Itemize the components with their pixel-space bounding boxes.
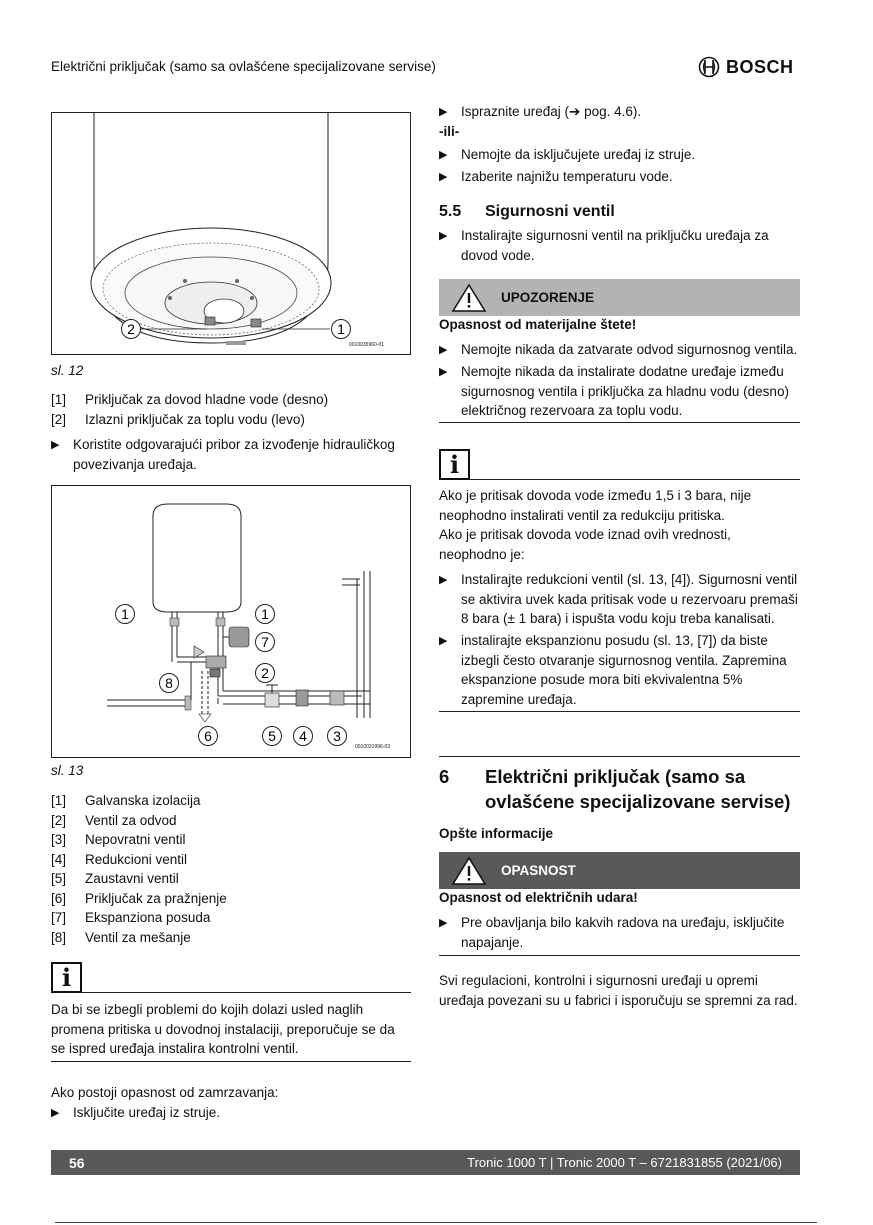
brand-logo bbox=[698, 56, 794, 78]
legend-item: [3] Nepovratni ventil bbox=[51, 832, 186, 847]
legend-item: [5] Zaustavni ventil bbox=[51, 871, 179, 886]
document-id: Tronic 1000 T | Tronic 2000 T – 6721831855 (2021/06) bbox=[467, 1155, 782, 1170]
info-box-header bbox=[439, 449, 800, 480]
legend-item: [8] Ventil za mešanje bbox=[51, 929, 191, 945]
divider bbox=[439, 955, 800, 956]
svg-text:1: 1 bbox=[121, 606, 129, 622]
bottom-rule bbox=[55, 1222, 817, 1223]
info-text: Da bi se izbegli problemi do kojih dolazi usled naglih promena pritiska u dovodnoj instalaciji, preporučuje se da se ispred uređaja instalira kontrolni ventil. bbox=[51, 1002, 395, 1056]
divider bbox=[439, 711, 800, 712]
warning-label: UPOZORENJE bbox=[501, 290, 595, 305]
figure-13 bbox=[51, 485, 411, 758]
frost-intro: Ako postoji opasnost od zamrzavanja: bbox=[51, 1085, 279, 1100]
bullet-item: ▶ Instalirajte redukcioni ventil (sl. 13, [4]). Sigurnosni ventil se aktivira uvek kada pritisak vode u rezervoaru premaši 8 bara (± 1 bara) i ispušta vodu koju treba kanalisati. bbox=[439, 570, 800, 629]
brand-name: BOSCH bbox=[726, 56, 794, 77]
warning-banner bbox=[439, 279, 800, 316]
water-heater-bottom-illustration bbox=[52, 113, 410, 354]
bullet-triangle-icon: ▶ bbox=[51, 1107, 60, 1119]
bullet-triangle-icon: ▶ bbox=[439, 230, 448, 242]
legend-item: [2] Izlazni priključak za toplu vodu (levo) bbox=[51, 411, 305, 427]
danger-headline: Opasnost od električnih udara! bbox=[439, 890, 638, 905]
or-separator: -ili- bbox=[439, 124, 460, 139]
figure-12-caption: sl. 12 bbox=[51, 363, 84, 378]
bullet-item: ▶ Instalirajte sigurnosni ventil na priključku uređaja za dovod vode. bbox=[439, 226, 800, 265]
legend-item: [1] Galvanska izolacija bbox=[51, 793, 201, 808]
bullet-item: ▶ Nemojte nikada da instalirate dodatne uređaje između sigurnosnog ventila i priključka za hladnu vodu (desno) električnog rezervoara za toplu vodu. bbox=[439, 362, 800, 421]
callout-3 bbox=[326, 725, 348, 752]
section-heading-6: 6 Električni priključak (samo sa ovlašćene specijalizovane servise) bbox=[439, 766, 791, 812]
running-header-title: Električni priključak (samo sa ovlašćene specijalizovane servise) bbox=[51, 59, 436, 74]
page-number: 56 bbox=[69, 1154, 85, 1171]
legend-item: [7] Ekspanziona posuda bbox=[51, 910, 211, 925]
callout-8 bbox=[158, 672, 180, 699]
bullet-item: ▶ Nemojte nikada da zatvarate odvod sigurnosnog ventila. bbox=[439, 340, 800, 361]
bullet-triangle-icon: ▶ bbox=[439, 149, 448, 161]
info-icon: i bbox=[51, 962, 82, 993]
figure-13-legend bbox=[51, 791, 411, 947]
callout-1 bbox=[114, 603, 136, 630]
bullet-item: ▶ Koristite odgovarajući pribor za izvođenje hidrauličkog povezivanja uređaja. bbox=[51, 435, 411, 474]
svg-text:2: 2 bbox=[127, 321, 135, 337]
bullet-item: ▶ Pre obavljanja bilo kakvih radova na uređaju, isključite napajanje. bbox=[439, 913, 800, 952]
hydraulic-connection-diagram bbox=[52, 486, 410, 757]
figure-code: 0010031996-03 bbox=[355, 744, 391, 750]
figure-12 bbox=[51, 112, 411, 355]
legend-item: [1] Priključak za dovod hladne vode (desno) bbox=[51, 392, 329, 407]
warning-headline: Opasnost od materijalne štete! bbox=[439, 317, 637, 332]
bullet-item: ▶ instalirajte ekspanzionu posudu (sl. 13, [7]) da biste izbegli često otvaranje sigurnosnog ventila. Zapremina ekspanzione posude mora biti ekvivalentna 5% zapremine uređaja. bbox=[439, 631, 800, 709]
bullet-triangle-icon: ▶ bbox=[439, 574, 448, 586]
bullet-triangle-icon: ▶ bbox=[439, 344, 448, 356]
svg-text:1: 1 bbox=[261, 606, 269, 622]
svg-text:8: 8 bbox=[165, 675, 173, 691]
info-icon: i bbox=[439, 449, 470, 480]
bullet-item: ▶ Ispraznite uređaj (➔ pog. 4.6). bbox=[439, 102, 800, 123]
bullet-triangle-icon: ▶ bbox=[439, 366, 448, 378]
svg-text:5: 5 bbox=[268, 728, 276, 744]
callout-1 bbox=[330, 318, 352, 345]
subheading: Opšte informacije bbox=[439, 826, 554, 841]
bullet-triangle-icon: ▶ bbox=[51, 439, 60, 451]
callout-6 bbox=[197, 725, 219, 752]
page-footer bbox=[51, 1150, 800, 1175]
section-divider bbox=[439, 756, 800, 757]
svg-text:7: 7 bbox=[261, 634, 269, 650]
danger-label: OPASNOST bbox=[501, 863, 576, 878]
warning-triangle-icon bbox=[451, 283, 487, 313]
figure-12-legend bbox=[51, 390, 411, 429]
bullet-triangle-icon: ▶ bbox=[439, 171, 448, 183]
legend-item: [6] Priključak za pražnjenje bbox=[51, 890, 227, 906]
callout-4 bbox=[292, 725, 314, 752]
callout-2 bbox=[120, 318, 142, 345]
svg-text:3: 3 bbox=[333, 728, 341, 744]
figure-code: 0010035960-01 bbox=[349, 342, 385, 348]
warning-triangle-icon bbox=[451, 856, 487, 886]
svg-text:4: 4 bbox=[299, 728, 307, 744]
bullet-item: ▶ Izaberite najnižu temperaturu vode. bbox=[439, 167, 800, 188]
bullet-item: ▶ Isključite uređaj iz struje. bbox=[51, 1103, 411, 1124]
info-text: Ako je pritisak dovoda vode između 1,5 i 3 bara, nije neophodno instalirati ventil za redukciju pritiska. bbox=[439, 488, 752, 523]
callout-2 bbox=[254, 662, 276, 689]
callout-5 bbox=[261, 725, 283, 752]
svg-text:2: 2 bbox=[261, 665, 269, 681]
legend-item: [2] Ventil za odvod bbox=[51, 812, 177, 828]
section-heading-5-5: 5.5 Sigurnosni ventil bbox=[439, 203, 615, 220]
legend-item: [4] Redukcioni ventil bbox=[51, 851, 188, 867]
bullet-triangle-icon: ▶ bbox=[439, 635, 448, 647]
callout-1 bbox=[254, 603, 276, 630]
info-box-header bbox=[51, 962, 411, 993]
info-text: Ako je pritisak dovoda vode iznad ovih vrednosti, neophodno je: bbox=[439, 527, 731, 562]
callout-7 bbox=[254, 631, 276, 658]
bullet-triangle-icon: ▶ bbox=[439, 917, 448, 929]
divider bbox=[439, 422, 800, 423]
divider bbox=[51, 1061, 411, 1062]
danger-banner bbox=[439, 852, 800, 889]
bosch-armature-icon bbox=[698, 56, 720, 78]
bullet-item: ▶ Nemojte da isključujete uređaj iz struje. bbox=[439, 145, 800, 166]
svg-text:1: 1 bbox=[337, 321, 345, 337]
closing-paragraph: Svi regulacioni, kontrolni i sigurnosni uređaji u opremi uređaja povezani su u fabrici i isporučuju se spremni za rad. bbox=[439, 973, 798, 1008]
bullet-triangle-icon: ▶ bbox=[439, 106, 448, 118]
svg-text:6: 6 bbox=[204, 728, 212, 744]
figure-13-caption: sl. 13 bbox=[51, 763, 84, 778]
